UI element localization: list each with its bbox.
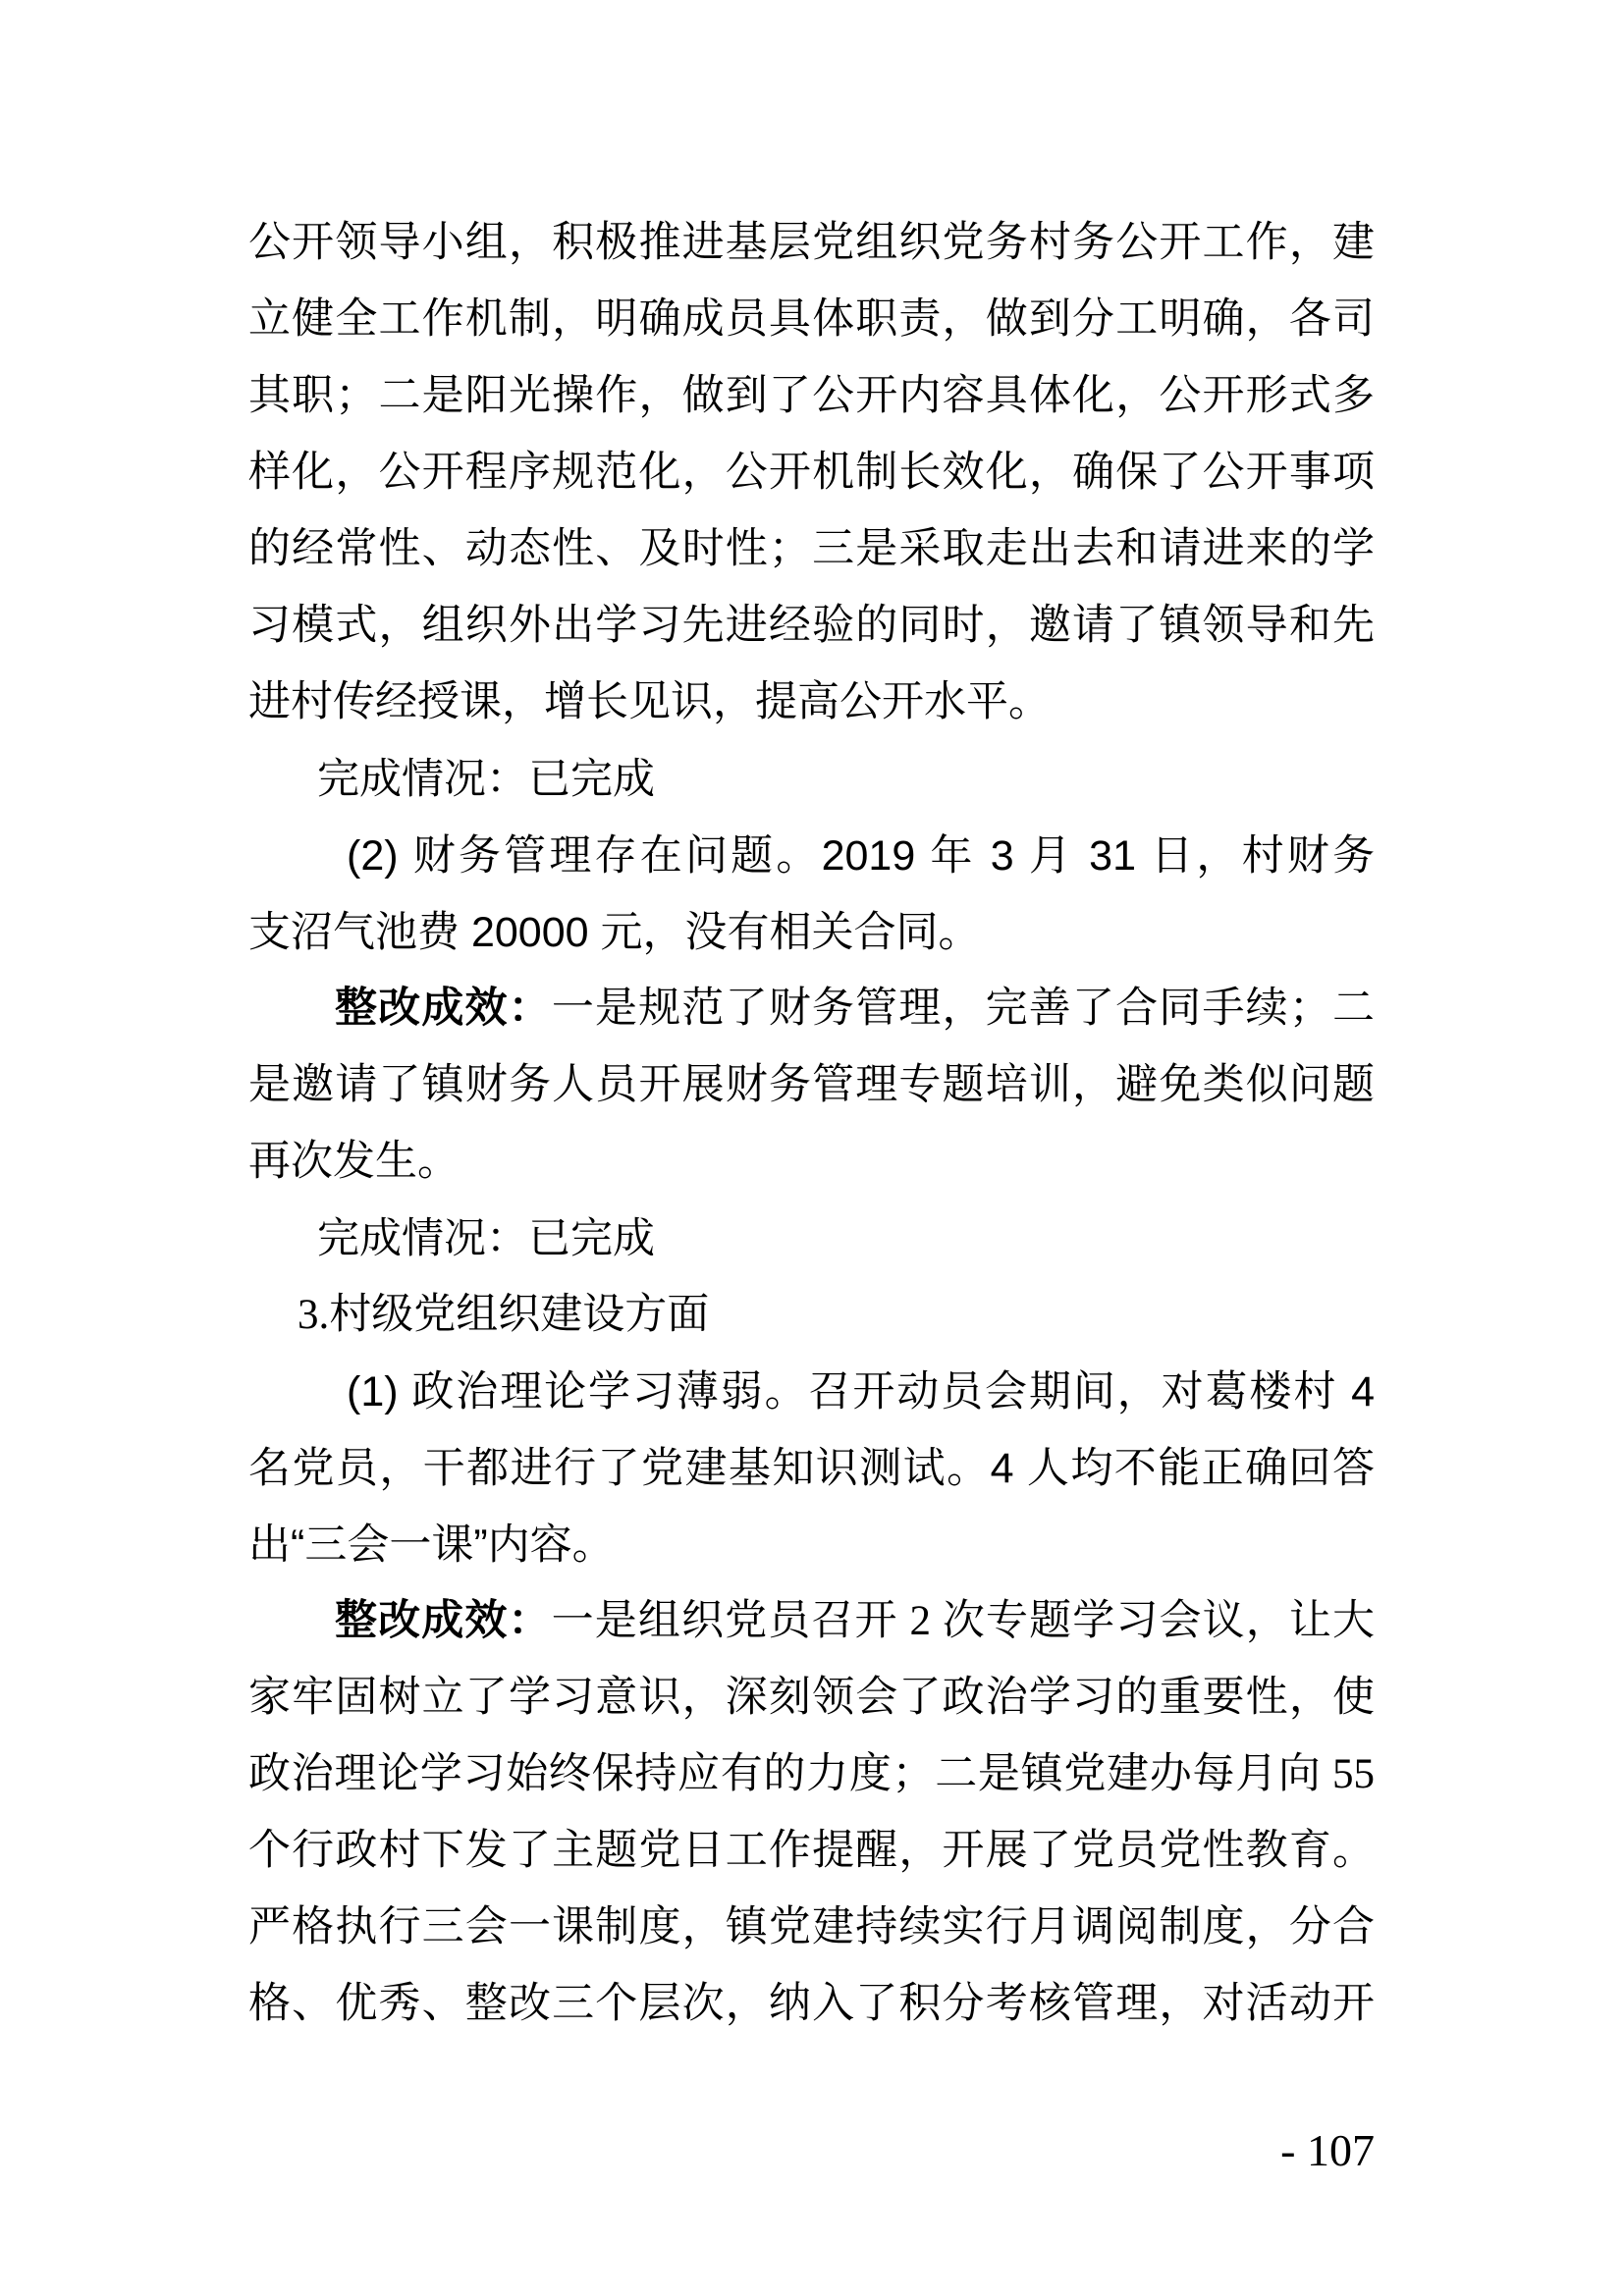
paragraph-completion-status — [248, 1201, 1375, 1277]
paragraph-problem-2 — [248, 818, 1375, 971]
text-line: 严格执行三会一课制度，镇党建持续实行月调阅制度，分合 — [248, 1904, 1375, 1950]
paragraph-section-heading — [248, 1277, 1375, 1354]
text-line: (1) 政治理论学习薄弱。召开动员会期间，对葛楼村 4 — [347, 1368, 1375, 1415]
paragraph-rectification-1 — [248, 971, 1375, 1201]
text-line: 的经常性、动态性、及时性；三是采取走出去和请进来的学 — [248, 526, 1375, 572]
text-line: 立健全工作机制，明确成员具体职责，做到分工明确，各司 — [248, 296, 1375, 343]
text-line: 完成情况：已完成 — [317, 1215, 655, 1262]
text-line: 个行政村下发了主题党日工作提醒，开展了党员党性教育。 — [248, 1828, 1375, 1874]
rectification-lead-label: 整改成效： — [335, 1598, 552, 1644]
text-line: (2) 财务管理存在问题。2019 年 3 月 31 日，村财务 — [347, 832, 1375, 880]
text-line: 再次发生。 — [248, 1139, 460, 1185]
text-line: 格、优秀、整改三个层次，纳入了积分考核管理，对活动开 — [248, 1981, 1375, 2027]
text-line: 支沼气池费 20000 元，没有相关合同。 — [248, 909, 981, 956]
text-line: 进村传经授课，增长见识，提高公开水平。 — [248, 679, 1051, 725]
paragraph-problem-1 — [248, 1354, 1375, 1583]
text-line — [248, 1583, 1375, 1660]
paragraph-rectification-2 — [248, 1583, 1375, 2043]
paragraph-completion-status — [248, 741, 1375, 818]
text-line: 是邀请了镇财务人员开展财务管理专题培训，避免类似问题 — [248, 1062, 1375, 1108]
text-line: 其职；二是阳光操作，做到了公开内容具体化，公开形式多 — [248, 373, 1375, 419]
text-line: 名党员，干都进行了党建基知识测试。4 人均不能正确回答 — [248, 1445, 1375, 1492]
text-segment: 一是规范了财务管理，完善了合同手续；二 — [551, 986, 1376, 1032]
page-number: - 107 — [1280, 2125, 1375, 2175]
text-line: 样化，公开程序规范化，公开机制长效化，确保了公开事项 — [248, 450, 1375, 496]
text-line: 完成情况：已完成 — [317, 756, 655, 803]
text-line: 公开领导小组，积极推进基层党组织党务村务公开工作，建 — [248, 220, 1375, 266]
text-line: 3.村级党组织建设方面 — [298, 1292, 710, 1338]
text-segment: 一是组织党员召开 2 次专题学习会议，让大 — [551, 1598, 1375, 1644]
rectification-lead-label: 整改成效： — [335, 986, 552, 1032]
text-line: 政治理论学习始终保持应有的力度；二是镇党建办每月向 55 — [248, 1751, 1375, 1797]
text-line: 习模式，组织外出学习先进经验的同时，邀请了镇领导和先 — [248, 603, 1375, 649]
text-line: 出“三会一课”内容。 — [248, 1522, 615, 1569]
text-line — [248, 971, 1375, 1047]
text-line: 家牢固树立了学习意识，深刻领会了政治学习的重要性，使 — [248, 1675, 1375, 1721]
text-block — [248, 205, 1375, 2043]
paragraph-continuation — [248, 205, 1375, 741]
